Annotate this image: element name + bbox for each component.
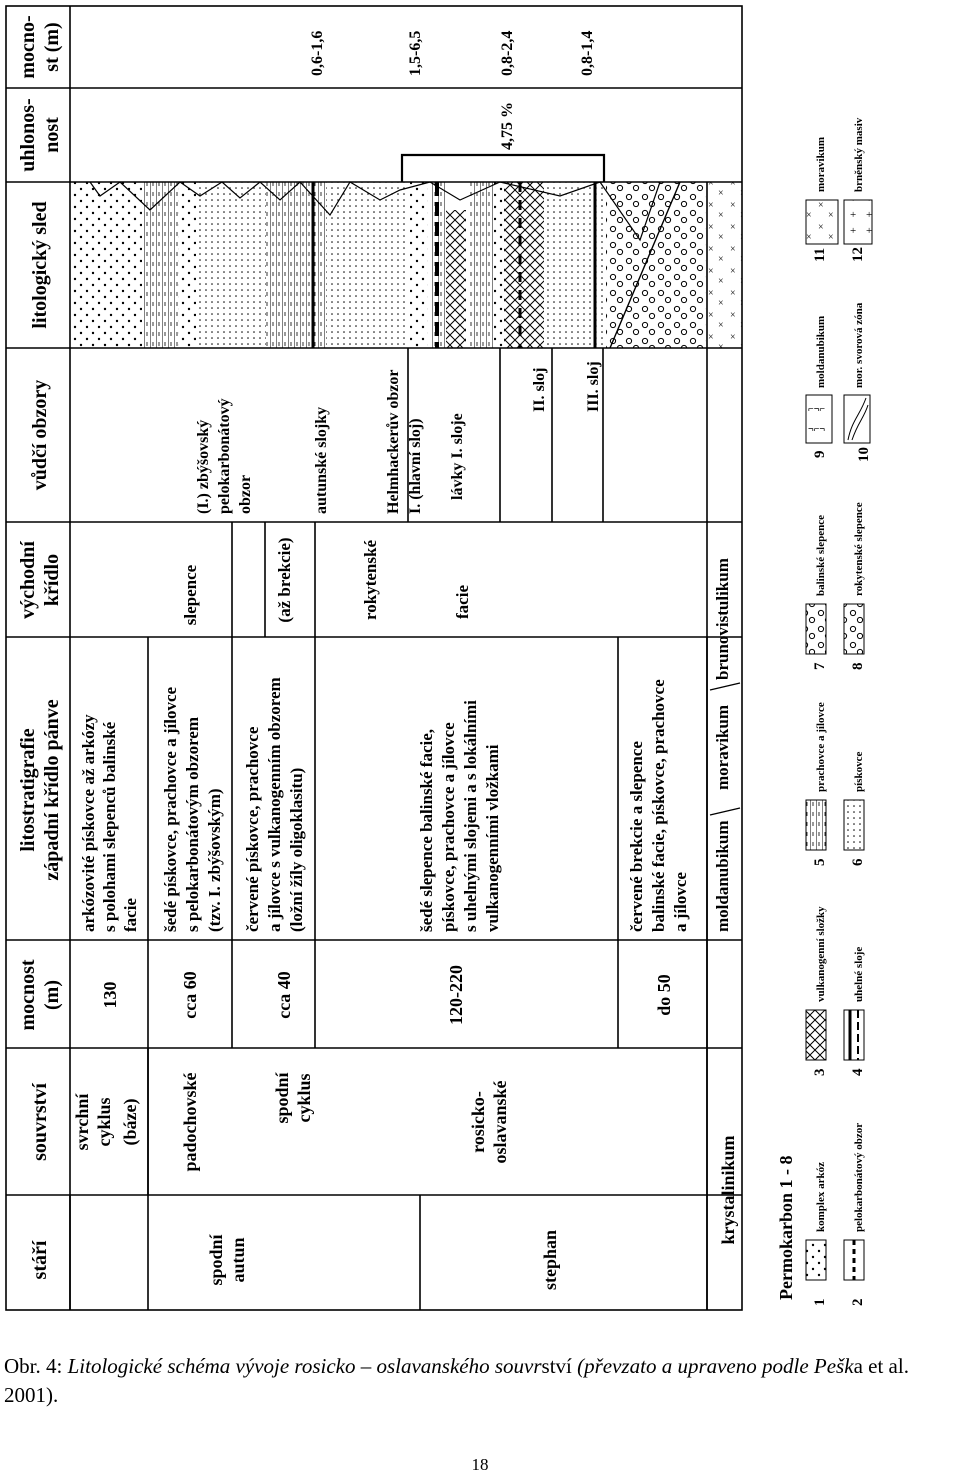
formation-svrchni-1: svrchní [72, 1093, 92, 1151]
coal-bracket [402, 155, 604, 182]
svg-text:vulkanogenní složky: vulkanogenní složky [815, 906, 827, 1002]
header-lito-1: litostratigrafie [17, 728, 39, 852]
legend-item-5 [806, 702, 828, 866]
header-mocnost-2: (m) [41, 980, 63, 1010]
coal-column [309, 31, 596, 150]
litho-brunovistulikum: brunovistulikum [713, 558, 732, 680]
horizon-sloj3: III. sloj [585, 361, 602, 412]
litho-w4-3: s uhelnými slojemi a s lokálními [461, 700, 480, 932]
litho-w2-3: (tzv. I. zbýšovským) [205, 788, 224, 932]
legend-item-11 [806, 137, 838, 262]
legend-item-2 [844, 1123, 866, 1306]
legend-item-8 [844, 502, 866, 670]
header-mocn2-2: st (m) [41, 22, 63, 72]
formation-rosicko-2: oslavanské [490, 1080, 510, 1164]
seam-thickness-4: 0,8-1,4 [579, 30, 596, 76]
litho-moldanubikum: moldanubikum [713, 820, 732, 932]
litho-w2-1: šedé pískovce, prachovce a jílovce [161, 686, 180, 932]
lithology-column [70, 182, 742, 350]
thickness-cca40: cca 40 [274, 971, 294, 1019]
formation-column [72, 1071, 510, 1171]
seam-thickness-2: 1,5-6,5 [407, 30, 424, 76]
litho-w1-1: arkózovité pískovce až arkózy [79, 714, 98, 932]
litho-w4-2: pískovce, prachovce a jílovce [439, 722, 458, 932]
litho-w3-1: červené pískovce, prachovce [243, 726, 262, 932]
lithostratigraphy-column [79, 558, 740, 932]
header-obzory: vůdčí obzory [29, 379, 51, 491]
svg-text:moldanubikum: moldanubikum [815, 315, 827, 388]
svg-text:prachovce a jílovce: prachovce a jílovce [815, 702, 827, 792]
formation-spodni-1: spodní [272, 1072, 292, 1124]
svg-text:balinské slepence: balinské slepence [815, 515, 827, 596]
svg-text:¬⌐¬: ¬⌐¬ [808, 424, 826, 435]
litho-w5-1: červené brekcie a slepence [627, 741, 646, 932]
header-vychodni-1: východní [17, 541, 39, 619]
horizon-sloj2: II. sloj [531, 367, 548, 412]
svg-text:11: 11 [812, 247, 828, 262]
horizons-column [195, 361, 602, 514]
age-autun-1: spodní [206, 1234, 226, 1286]
caption-italic-1: Litologické schéma vývoje rosicko – oslavanského souvr [67, 1354, 542, 1378]
thickness-do50: do 50 [654, 974, 674, 1016]
east-facie: facie [453, 585, 472, 619]
svg-text:4: 4 [850, 1068, 866, 1076]
litho-w4-1: šedé slepence balinské facie, [417, 728, 436, 932]
litho-w3-3: (ložní žíly oligoklasitu) [287, 767, 306, 932]
age-krystalinikum: krystalinikum [718, 1135, 738, 1245]
formation-padochovske: padochovské [180, 1072, 200, 1172]
svg-text:10: 10 [856, 447, 872, 462]
seam-thickness-1: 0,6-1,6 [309, 30, 326, 76]
horizon-helm-2: I. (hlavní sloj) [407, 418, 424, 514]
east-brekcie: (až brekcie) [275, 537, 294, 623]
svg-text:uhelné sloje: uhelné sloje [853, 946, 865, 1002]
page-number: 18 [471, 1455, 489, 1474]
header-row [17, 15, 63, 1279]
litho-w1-3: facie [121, 898, 140, 932]
litho-w4-4: vulkanogenními vložkami [483, 744, 502, 932]
legend-item-9 [806, 316, 832, 458]
legend [776, 117, 872, 1306]
header-lito-2: západní křídlo pánve [41, 699, 63, 881]
legend-item-1 [806, 1162, 828, 1306]
formation-svrchni-3: (báze) [120, 1098, 140, 1146]
svg-text:9: 9 [812, 450, 828, 458]
legend-item-3 [806, 906, 828, 1076]
coal-percent: 4,75 % [499, 102, 516, 150]
header-uhlon-2: nost [41, 117, 63, 153]
litho-w2-2: s pelokarbonátovým obzorem [183, 716, 202, 932]
header-stari: stáří [29, 1240, 51, 1280]
svg-text:brněnský masiv: brněnský masiv [853, 117, 865, 192]
east-slepence: slepence [181, 564, 200, 626]
caption-italic-2: (převzato a upraveno podle Pešk [571, 1354, 854, 1378]
legend-item-12 [844, 117, 872, 262]
caption-plain-1: ství [541, 1354, 572, 1378]
header-souvrstvi: souvrství [29, 1083, 51, 1161]
svg-text:pelokarbonátový obzor: pelokarbonátový obzor [853, 1122, 865, 1232]
formation-svrchni-2: cyklus [94, 1097, 114, 1147]
legend-item-6 [844, 752, 866, 866]
east-rokytenske: rokytenské [361, 540, 380, 620]
header-litsled: litologický sled [29, 201, 51, 329]
thickness-column [100, 965, 674, 1025]
svg-text:8: 8 [850, 662, 866, 670]
litho-w1-2: s polohami slepenců balinské [100, 721, 119, 932]
caption-plain-2: a et al. 2001). [4, 1354, 909, 1407]
thickness-cca60: cca 60 [180, 971, 200, 1019]
header-mocn2-1: mocno- [17, 15, 39, 79]
horizon-lavky: lávky I. sloje [449, 413, 466, 500]
formation-rosicko-1: rosicko- [468, 1091, 488, 1153]
age-autun-2: autun [228, 1237, 248, 1283]
horizon-zb-3: obzor [237, 474, 254, 514]
legend-item-10 [844, 302, 872, 462]
horizon-zb-2: pelokarbonátový [216, 398, 233, 514]
svg-text:komplex arkóz: komplex arkóz [815, 1162, 827, 1232]
svg-text:12: 12 [850, 247, 866, 262]
header-mocnost-1: mocnost [17, 959, 39, 1031]
thickness-130: 130 [100, 981, 120, 1009]
legend-item-4 [844, 947, 866, 1076]
legend-title: Permokarbon 1 - 8 [776, 1155, 796, 1300]
svg-text:3: 3 [812, 1068, 828, 1076]
svg-text:pískovce: pískovce [853, 751, 865, 792]
seam-thickness-3: 0,8-2,4 [499, 30, 516, 76]
svg-text:7: 7 [812, 662, 828, 670]
svg-text:moravikum: moravikum [815, 137, 827, 192]
caption-prefix: Obr. 4: [4, 1354, 68, 1378]
svg-text:2: 2 [850, 1298, 866, 1306]
svg-text:1: 1 [812, 1298, 828, 1306]
svg-text:⌐¬⌐: ⌐¬⌐ [808, 404, 826, 415]
litho-w3-2: a jílovce s vulkanogenním obzorem [265, 677, 284, 932]
header-uhlon-1: uhlonos- [17, 98, 39, 172]
horizon-autunske: autunské slojky [313, 406, 330, 514]
litho-w5-2: balinské facie, pískovce, prachovce [649, 679, 668, 932]
thickness-120-220: 120-220 [446, 965, 466, 1025]
svg-text:5: 5 [812, 858, 828, 866]
figure-caption [4, 1352, 958, 1410]
litho-moravikum: moravikum [713, 705, 732, 790]
horizon-helm-1: Helmhackerův obzor [385, 369, 402, 514]
age-stephan: stephan [540, 1229, 560, 1291]
litho-w5-3: a jílovce [671, 872, 690, 932]
east-wing-column [181, 537, 472, 625]
svg-text:6: 6 [850, 858, 866, 866]
legend-item-7 [806, 515, 828, 670]
header-vychodni-2: křídlo [41, 553, 63, 607]
age-column [206, 1135, 738, 1290]
svg-text:rokytenské slepence: rokytenské slepence [853, 502, 865, 596]
svg-text:mor. svorová zóna: mor. svorová zóna [853, 302, 865, 388]
formation-spodni-2: cyklus [294, 1073, 314, 1123]
horizon-zb-1: (I.) zbýšovský [195, 419, 212, 514]
